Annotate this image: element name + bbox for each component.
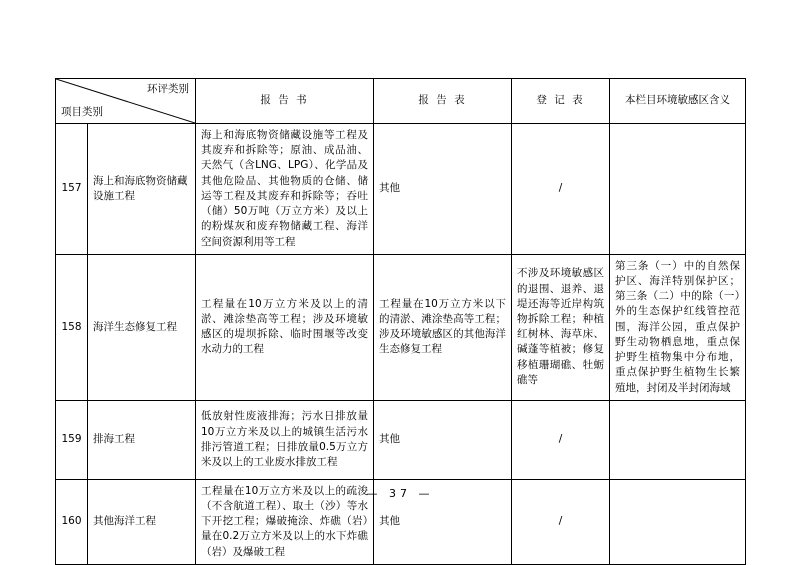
row-category: 海洋生态修复工程 xyxy=(88,254,196,400)
header-report-table: 报 告 表 xyxy=(374,79,512,124)
header-corner-split-cell xyxy=(56,79,196,124)
header-label-assessment-category: 环评类别 xyxy=(147,83,189,95)
table-row xyxy=(56,400,746,479)
row-registration: / xyxy=(512,124,610,255)
row-registration: / xyxy=(512,479,610,564)
row-report-table: 工程量在10万立方米以下的清淤、滩涂垫高等工程；涉及环境敏感区的其他海洋生态修复工程 xyxy=(374,254,512,400)
row-registration: / xyxy=(512,400,610,479)
row-report-book: 工程量在10万立方米及以上的清淤、滩涂垫高等工程；涉及环境敏感区的堤坝拆除、临时围堰等改变水动力的工程 xyxy=(196,254,374,400)
table-row xyxy=(56,254,746,400)
row-category: 其他海洋工程 xyxy=(88,479,196,564)
row-category: 排海工程 xyxy=(88,400,196,479)
row-number: 159 xyxy=(56,400,88,479)
row-number: 158 xyxy=(56,254,88,400)
table-row xyxy=(56,124,746,255)
table-header-row xyxy=(56,79,746,124)
header-report-book: 报 告 书 xyxy=(196,79,374,124)
row-report-book: 海上和海底物资储藏设施等工程及其废弃和拆除等；原油、成品油、天然气（含LNG、LPG）、化学品及其他危险品、其他物质的仓储、储运等工程及其废弃和拆除等；吞吐（储）50万吨（万立方米）及以上的粉煤灰和废弃物储藏工程、海洋空间资源利用等工程 xyxy=(196,124,374,255)
page-number: — 37 — xyxy=(366,487,434,500)
row-report-table: 其他 xyxy=(374,124,512,255)
row-report-table: 其他 xyxy=(374,400,512,479)
row-sensitive-area: 第三条（一）中的自然保护区、海洋特别保护区；第三条（二）中的除（一）外的生态保护红线管控范围，海洋公园，重点保护野生动物栖息地，重点保护野生植物集中分布地，重点保护野生植物生长繁殖地，封闭及半封闭海域 xyxy=(610,254,746,400)
header-sensitive-area-meaning: 本栏目环境敏感区含义 xyxy=(610,79,746,124)
row-sensitive-area xyxy=(610,124,746,255)
row-number: 160 xyxy=(56,479,88,564)
row-report-table: 其他 xyxy=(374,479,512,564)
row-report-book: 工程量在10万立方米及以上的疏浚（不含航道工程）、取土（沙）等水下开挖工程；爆破掩涂、炸礁（岩）量在0.2万立方米及以上的水下炸礁（岩）及爆破工程 xyxy=(196,479,374,564)
header-registration-form: 登 记 表 xyxy=(512,79,610,124)
row-sensitive-area xyxy=(610,400,746,479)
row-number: 157 xyxy=(56,124,88,255)
row-category: 海上和海底物资储藏设施工程 xyxy=(88,124,196,255)
row-report-book: 低放射性废液排海；污水日排放量10万立方米及以上的城镇生活污水排污管道工程；日排放量0.5万立方米及以上的工业废水排放工程 xyxy=(196,400,374,479)
row-registration: 不涉及环境敏感区的退围、退养、退堤还海等近岸构筑物拆除工程；种植红树林、海草床、碱蓬等植被；修复移植珊瑚礁、牡蛎礁等 xyxy=(512,254,610,400)
header-label-project-category: 项目类别 xyxy=(61,105,103,118)
